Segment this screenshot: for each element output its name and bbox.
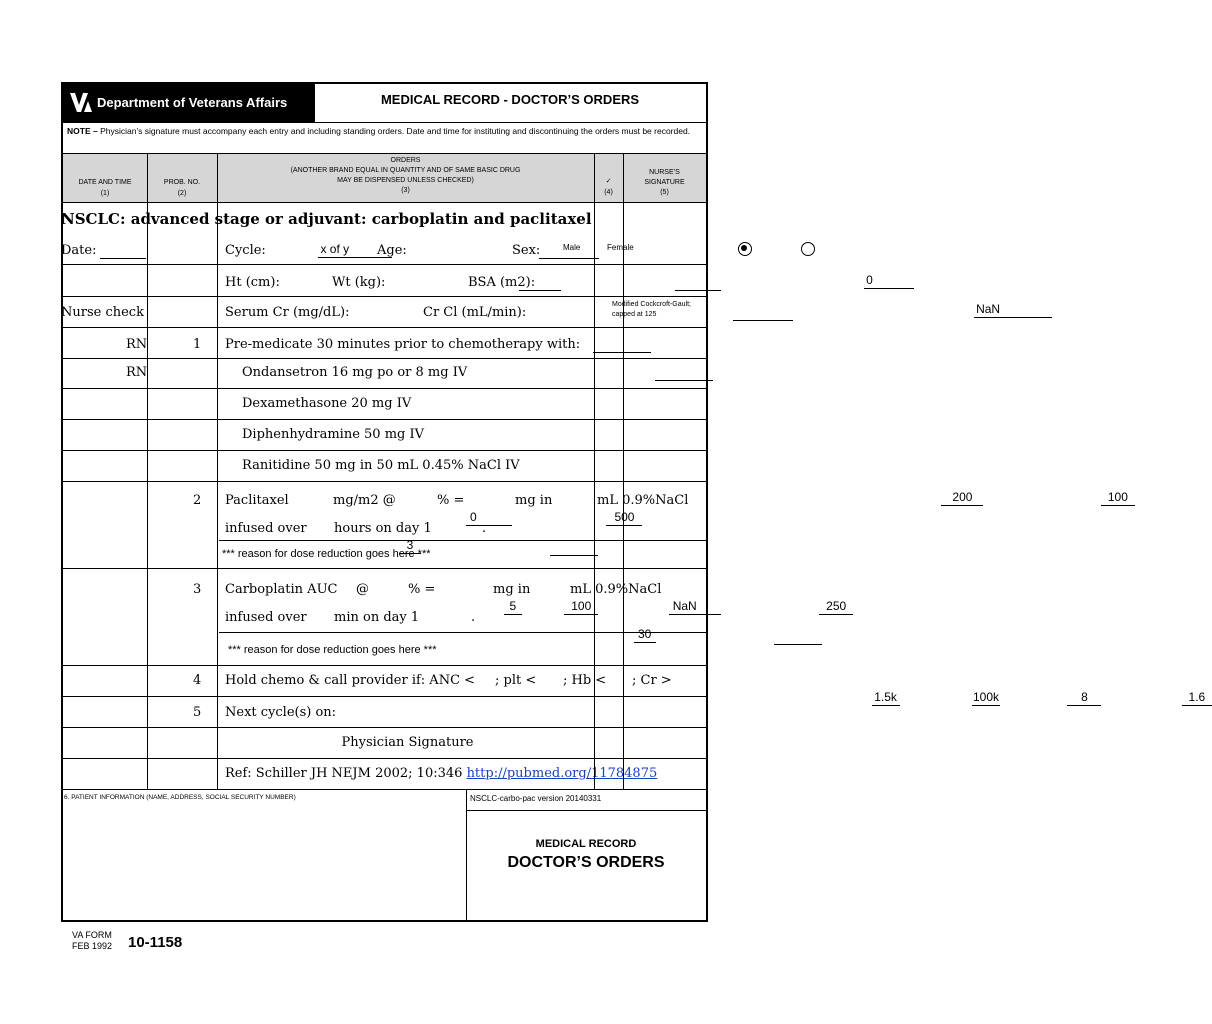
cycle-label: Cycle: <box>225 243 266 258</box>
col-prob-no: PROB. NO. (2) <box>163 179 201 197</box>
patient-info-label: 6. PATIENT INFORMATION (NAME, ADDRESS, SOCIAL SECURITY NUMBER) <box>64 794 296 801</box>
anc-field[interactable]: 1.5k <box>872 691 900 706</box>
carboplatin-pct-field[interactable]: 100 <box>564 600 598 615</box>
signature-note: NOTE – Physician’s signature must accompany each entry and including standing orders. Date and time for instituting and discontinuing the orders must be recorded. <box>67 126 691 136</box>
rn-label-1: RN <box>126 337 148 352</box>
height-label: Ht (cm): <box>225 275 280 290</box>
carboplatin-auc-field[interactable]: 5 <box>504 600 522 615</box>
rn-field-2[interactable] <box>655 366 713 381</box>
paclitaxel-label: Paclitaxel <box>225 493 289 508</box>
version-label: NSCLC-carbo-pac version 20140331 <box>470 794 602 803</box>
next-cycle-label: Next cycle(s) on: <box>225 705 337 720</box>
physician-signature-label: Physician Signature <box>341 735 474 750</box>
serum-cr-field[interactable] <box>733 306 793 321</box>
order-number-5: 5 <box>193 705 202 720</box>
dexamethasone-text: Dexamethasone 20 mg IV <box>242 396 412 411</box>
paclitaxel-dose-field[interactable]: 200 <box>941 491 983 506</box>
hb-label: ; Hb < <box>563 673 607 688</box>
reference-link[interactable]: http://pubmed.org/11784875 <box>466 766 658 781</box>
regimen-title: NSCLC: advanced stage or adjuvant: carboplatin and paclitaxel <box>61 210 592 228</box>
weight-field[interactable] <box>675 276 721 291</box>
paclitaxel-ml-field[interactable]: 500 <box>606 511 642 526</box>
carboplatin-day-field[interactable] <box>774 630 822 645</box>
rn-field-1[interactable] <box>593 338 651 353</box>
ondansetron-text: Ondansetron 16 mg po or 8 mg IV <box>242 365 468 380</box>
va-form-label: VA FORM FEB 1992 <box>72 930 113 951</box>
paclitaxel-hours-field[interactable]: 3 <box>399 539 421 554</box>
cr-label: ; Cr > <box>632 673 672 688</box>
paclitaxel-infused: infused over <box>225 521 307 536</box>
hb-field[interactable]: 8 <box>1067 691 1101 706</box>
paclitaxel-ml-label: mL 0.9%NaCl <box>597 493 689 508</box>
carboplatin-label: Carboplatin AUC <box>225 582 338 597</box>
plt-field[interactable]: 100k <box>972 690 999 704</box>
paclitaxel-unit: mg/m2 @ <box>333 493 396 508</box>
order-number-3: 3 <box>193 582 202 597</box>
paclitaxel-pct-eq: % = <box>437 493 465 508</box>
paclitaxel-mg-field[interactable]: 0 <box>466 511 512 526</box>
carboplatin-mg-in: mg in <box>493 582 531 597</box>
carboplatin-min-field[interactable]: 30 <box>634 628 656 643</box>
carboplatin-ml-field[interactable]: 250 <box>819 600 853 615</box>
paclitaxel-hours-label: hours on day 1 <box>334 521 432 536</box>
sex-female-label: Female <box>607 243 634 252</box>
crcl-field[interactable]: NaN <box>974 303 1052 318</box>
carboplatin-reason[interactable]: *** reason for dose reduction goes here *** <box>228 644 437 656</box>
paclitaxel-day-field[interactable] <box>550 541 598 556</box>
serum-cr-label: Serum Cr (mg/dL): <box>225 305 350 320</box>
sex-female-radio[interactable] <box>801 242 815 256</box>
paclitaxel-pct-field[interactable]: 100 <box>1101 491 1135 506</box>
checkmark-icon: ✓ <box>605 178 612 185</box>
crcl-label: Cr Cl (mL/min): <box>423 305 527 320</box>
reference-text: Ref: Schiller JH NEJM 2002; 10:346 http://pubmed.org/11784875 <box>225 766 658 781</box>
col-date-time: DATE AND TIME (1) <box>78 179 132 197</box>
order-number-1: 1 <box>193 337 202 352</box>
cr-field[interactable]: 1.6 <box>1182 691 1212 706</box>
diphenhydramine-text: Diphenhydramine 50 mg IV <box>242 427 425 442</box>
carboplatin-at: @ <box>356 582 369 597</box>
premedicate-text: Pre-medicate 30 minutes prior to chemotherapy with: <box>225 337 581 352</box>
paclitaxel-reason[interactable]: *** reason for dose reduction goes here *** <box>222 548 431 560</box>
age-label: Age: <box>377 243 407 258</box>
carboplatin-ml-label: mL 0.9%NaCl <box>570 582 662 597</box>
rn-label-2: RN <box>126 365 148 380</box>
va-logo-bar <box>63 84 314 122</box>
sex-male-label: Male <box>563 243 581 252</box>
nurse-check-label: Nurse check <box>61 305 144 320</box>
hold-chemo-label: Hold chemo & call provider if: ANC < <box>225 673 476 688</box>
date-label: Date: <box>61 243 97 258</box>
ranitidine-text: Ranitidine 50 mg in 50 mL 0.45% NaCl IV <box>242 458 520 473</box>
bsa-label: BSA (m2): <box>468 275 536 290</box>
carboplatin-pct-eq: % = <box>408 582 436 597</box>
form-number: 10-1158 <box>128 934 183 951</box>
form-title: MEDICAL RECORD - DOCTOR’S ORDERS <box>380 92 640 107</box>
carboplatin-infused: infused over <box>225 610 307 625</box>
col-orders: ORDERS (ANOTHER BRAND EQUAL IN QUANTITY AND OF SAME BASIC DRUG MAY BE DISPENSED UNLESS CHECKED) (3) <box>290 157 521 194</box>
order-number-2: 2 <box>193 493 202 508</box>
record-type: MEDICAL RECORD DOCTOR’S ORDERS <box>507 838 665 871</box>
plt-label: ; plt < <box>495 673 537 688</box>
weight-label: Wt (kg): <box>332 275 386 290</box>
sex-male-radio[interactable] <box>738 242 752 256</box>
sex-label: Sex: <box>512 243 541 258</box>
bsa-field[interactable]: 0 <box>864 274 914 289</box>
carboplatin-min-label: min on day 1 <box>334 610 420 625</box>
col-nurse-signature: NURSE’S SIGNATURE (5) <box>644 169 685 196</box>
cycle-field[interactable]: x of y <box>318 243 392 258</box>
paclitaxel-mg-in: mg in <box>515 493 553 508</box>
crcl-note: Modified Cockcroft-Gault; capped at 125 <box>612 301 691 318</box>
carboplatin-mg-field[interactable]: NaN <box>669 600 721 615</box>
date-field[interactable] <box>100 244 146 259</box>
va-logo-icon <box>69 90 93 114</box>
agency-name: Department of Veterans Affairs <box>97 95 288 110</box>
order-number-4: 4 <box>193 673 202 688</box>
col-check: ✓ (4) <box>594 176 623 198</box>
